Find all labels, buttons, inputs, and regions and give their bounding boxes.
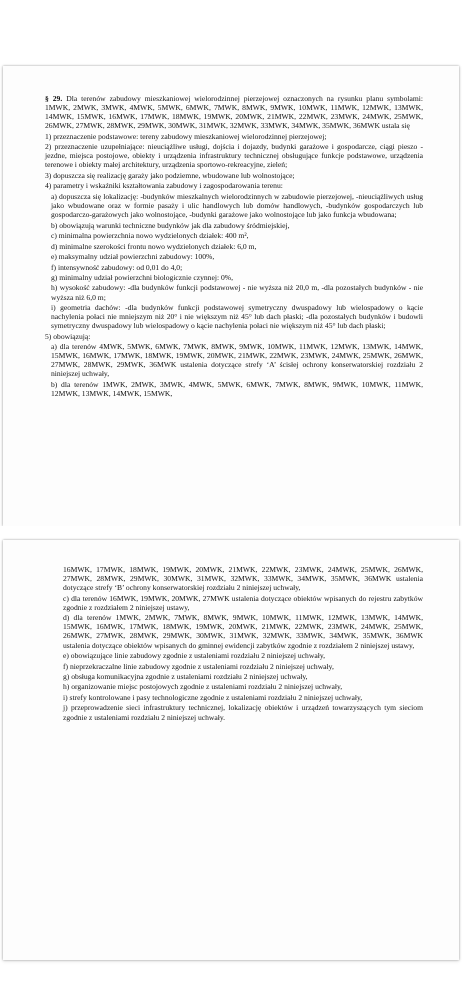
point-4e: e) maksymalny udział powierzchni zabudowy: 100%, [51,252,215,262]
point-4a: a) dopuszcza się lokalizację: -budynków mieszkalnych wielorodzinnych w zabudowie pierzejowej, -nieuciążliwych usług jako wbudowane oraz w formie pasaży i ulic handlowych lub domów handlowych, -budynków gospodarczych lub gospodarczo-garażowych jako wolnostojące, -budynki garażowe jako wolnostojące lub jako funkcja wbudowana; [51,191,423,220]
point-4f: f) intensywność zabudowy: od 0,01 do 4,0; [51,262,183,272]
point-5h: h) organizowanie miejsc postojowych zgodnie z ustaleniami rozdziału 2 niniejszej uchwały, [63,682,343,692]
point-5d: d) dla terenów 1MWK, 2MWK, 7MWK, 8MWK, 9MWK, 10MWK, 11MWK, 12MWK, 13MWK, 14MWK, 15MWK, 16MWK, 17MWK, 18MWK, 19MWK, 20MWK, 21MWK, 22MWK, 23MWK, 24MWK, 25MWK, 26MWK, 27MWK, 28MWK, 29MWK, 30MWK, 31MWK, 32MWK, 33MWK, 34MWK, 35MWK, 36MWK ustalenia dotyczące obiektów wpisanych do gminnej ewidencji zabytków zgodnie z rozdziałem 2 niniejszej ustawy, [63,613,423,650]
point-3: 3) dopuszcza się realizację garaży jako podziemne, wbudowane lub wolnostojące; [45,170,295,180]
document-page-2 [3,540,459,960]
point-2: 2) przeznaczenie uzupełniające: nieuciążliwe usługi, dojścia i dojazdy, budynki garażowe i gospodarcze, ciągi pieszo - jezdne, miejsca postojowe, obiekty i urządzenia infrastruktury technicznej obsługujące funkcje podstawowe, urządzenia terenowe i obiekty małej architektury, urządzenia sportowo-rekreacyjne, zieleń; [45,142,423,170]
point-5j: j) przeprowadzenie sieci infrastruktury technicznej, lokalizację obiektów i urządzeń towarzyszących tym sieciom zgodnie z ustaleniami rozdziału 2 niniejszej uchwały. [63,703,423,722]
point-5e: e) obowiązujące linie zabudowy zgodnie z ustaleniami rozdziału 2 niniejszej uchwały, [63,651,326,661]
point-5c: c) dla terenów 16MWK, 19MWK, 20MWK, 27MWK ustalenia dotyczące obiektów wpisanych do rejestru zabytków zgodnie z rozdziałem 2 niniejszej ustawy, [63,593,423,612]
page-gap [0,526,462,540]
point-5i: i) strefy kontrolowane i pasy technologiczne zgodnie z ustaleniami rozdziału 2 niniejszej uchwały, [63,692,363,702]
point-4g: g) minimalny udział powierzchni biologicznie czynnej: 0%, [51,272,233,282]
point-4: 4) parametry i wskaźniki kształtowania zabudowy i zagospodarowania terenu: [45,181,283,191]
top-margin [0,0,462,62]
point-5g: g) obsługa komunikacyjna zgodnie z ustaleniami rozdziału 2 niniejszej uchwały, [63,671,308,681]
document-page-1 [3,66,459,526]
point-4d: d) minimalne szerokości frontu nowo wydzielonych działek: 6,0 m, [51,241,257,251]
point-5: 5) obowiązują: [45,331,91,341]
section-number: § 29. [45,94,63,103]
point-4b: b) obowiązują warunki techniczne budynków jak dla zabudowy śródmiejskiej, [51,220,290,230]
point-5b-continued: 16MWK, 17MWK, 18MWK, 19MWK, 20MWK, 21MWK, 22MWK, 23MWK, 24MWK, 25MWK, 26MWK, 27MWK, 28MWK, 29MWK, 30MWK, 31MWK, 32MWK, 33MWK, 34MWK, 35MWK, 36MWK ustalenia dotyczące strefy ‘B’ ochrony konserwatorskiej rozdziału 2 niniejszej uchwały, [63,565,423,593]
point-4h: h) wysokość zabudowy: -dla budynków funkcji podstawowej - nie wyższa niż 20,0 m, -dla pozostałych budynków - nie wyższa niż 6,0 m; [51,283,423,302]
point-5a: a) dla terenów 4MWK, 5MWK, 6MWK, 7MWK, 8MWK, 9MWK, 10MWK, 11MWK, 12MWK, 13MWK, 14MWK, 15MWK, 16MWK, 17MWK, 18MWK, 19MWK, 20MWK, 21MWK, 22MWK, 23MWK, 24MWK, 25MWK, 26MWK, 27MWK, 28MWK, 29MWK, 36MWK ustalenia dotyczące strefy ‘A’ ścisłej ochrony konserwatorskiej rozdziału 2 niniejszej uchwały, [51,342,423,379]
point-4i: i) geometria dachów: -dla budynków funkcji podstawowej symetryczny dwuspadowy lub wielospadowy o kącie nachylenia połaci nie mniejszym niż 20° i nie większym niż 45° lub dach płaski; -dla pozostałych budynków i budowli symetryczny dwuspadowy lub wielospadowy o kącie nachylenia połaci nie większym niż 45° lub dach płaski; [51,303,423,331]
section-intro-text: Dla terenów zabudowy mieszkaniowej wielorodzinnej pierzejowej oznaczonych na rysunku planu symbolami: 1MWK, 2MWK, 3MWK, 4MWK, 5MWK, 6MWK, 7MWK, 8MWK, 9MWK, 10MWK, 11MWK, 12MWK, 13MWK, 14MWK, 15MWK, 16MWK, 17MWK, 18MWK, 19MWK, 20MWK, 21MWK, 22MWK, 23MWK, 24MWK, 25MWK, 26MWK, 27MWK, 28MWK, 29MWK, 30MWK, 31MWK, 32MWK, 33MWK, 34MWK, 35MWK, 36MWK ustala się [45,94,423,131]
point-5b: b) dla terenów 1MWK, 2MWK, 3MWK, 4MWK, 5MWK, 6MWK, 7MWK, 8MWK, 9MWK, 10MWK, 11MWK, 12MWK, 13MWK, 14MWK, 15MWK, [51,379,423,399]
point-1: 1) przeznaczenie podstawowe: tereny zabudowy mieszkaniowej wielorodzinnej pierzejowej; [45,131,327,141]
section-intro [45,94,423,130]
point-4c: c) minimalna powierzchnia nowo wydzielonych działek: 400 m², [51,231,249,241]
point-5f: f) nieprzekraczalne linie zabudowy zgodnie z ustaleniami rozdziału 2 niniejszej uchwały, [63,661,334,671]
